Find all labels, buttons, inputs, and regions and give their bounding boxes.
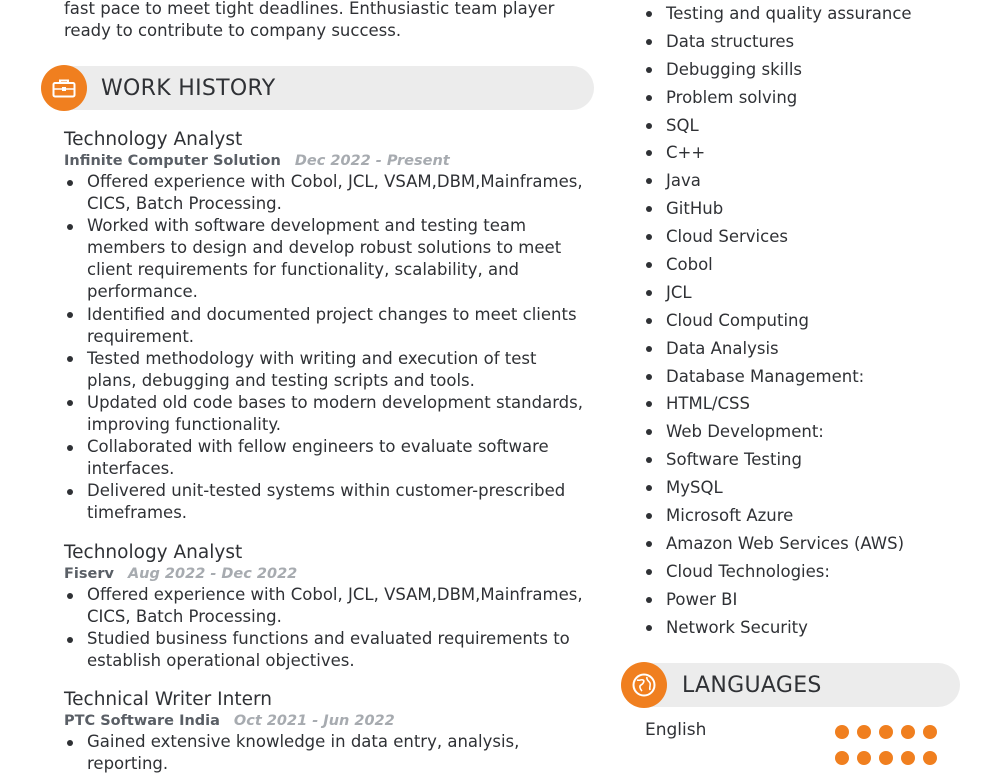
job-dates: Dec 2022 - Present	[294, 153, 450, 169]
level-dot	[923, 751, 937, 765]
job-entry	[64, 688, 584, 775]
job-company: PTC Software India	[64, 713, 220, 729]
globe-icon	[621, 662, 667, 708]
skill-item: Problem solving	[645, 84, 975, 112]
job-bullets	[64, 584, 584, 672]
job-title: Technical Writer Intern	[64, 689, 272, 710]
level-dot	[901, 725, 915, 739]
job-bullet: Collaborated with fellow engineers to evaluate software interfaces.	[64, 436, 584, 480]
job-dates: Aug 2022 - Dec 2022	[127, 566, 298, 582]
job-title: Technology Analyst	[64, 542, 243, 563]
skill-item: Java	[645, 167, 975, 195]
job-bullet: Delivered unit-tested systems within customer-prescribed timeframes.	[64, 480, 584, 524]
job-company: Fiserv	[64, 566, 114, 582]
level-dot	[901, 751, 915, 765]
skill-item: Debugging skills	[645, 56, 975, 84]
job-company: Infinite Computer Solution	[64, 153, 281, 169]
level-dot	[835, 725, 849, 739]
skill-item: Microsoft Azure	[645, 502, 975, 530]
skill-item: Network Security	[645, 614, 975, 642]
language-row	[645, 718, 945, 742]
language-row	[645, 744, 945, 768]
job-bullets	[64, 731, 584, 775]
skill-item: MySQL	[645, 474, 975, 502]
job-meta	[64, 151, 584, 171]
level-dot	[857, 725, 871, 739]
job-bullets	[64, 171, 584, 525]
skill-item: JCL	[645, 279, 975, 307]
job-bullet: Updated old code bases to modern development standards, improving functionality.	[64, 392, 584, 436]
level-dot	[857, 751, 871, 765]
work-history-title: WORK HISTORY	[101, 76, 276, 101]
job-bullet: Gained extensive knowledge in data entry, analysis, reporting.	[64, 731, 584, 775]
job-meta	[64, 711, 584, 731]
language-name: English	[645, 720, 707, 740]
job-meta	[64, 564, 584, 584]
job-title: Technology Analyst	[64, 129, 243, 150]
job-entry	[64, 541, 584, 672]
skill-item: Database Management:	[645, 363, 975, 391]
level-dot	[879, 751, 893, 765]
languages-header	[624, 663, 960, 707]
skill-item: Web Development:	[645, 418, 975, 446]
job-bullet: Studied business functions and evaluated requirements to establish operational objectives.	[64, 628, 584, 672]
skill-item: Testing and quality assurance	[645, 0, 975, 28]
skill-item: Cobol	[645, 251, 975, 279]
skill-item: GitHub	[645, 195, 975, 223]
job-bullet: Worked with software development and testing team members to design and develop robust solutions to meet client requirements for functionality, scalability, and performance.	[64, 215, 584, 303]
level-dot	[835, 751, 849, 765]
skill-item: Cloud Services	[645, 223, 975, 251]
language-level	[835, 724, 945, 743]
level-dot	[923, 725, 937, 739]
summary-text: fast pace to meet tight deadlines. Enthusiastic team player ready to contribute to company success.	[64, 0, 555, 40]
work-history-header	[44, 66, 594, 110]
job-entry	[64, 128, 584, 525]
skill-item: Cloud Technologies:	[645, 558, 975, 586]
skill-item: Power BI	[645, 586, 975, 614]
skill-item: Amazon Web Services (AWS)	[645, 530, 975, 558]
skill-item: Cloud Computing	[645, 307, 975, 335]
job-bullet: Tested methodology with writing and execution of test plans, debugging and testing scripts and tools.	[64, 348, 584, 392]
briefcase-icon	[41, 65, 87, 111]
job-bullet: Offered experience with Cobol, JCL, VSAM,DBM,Mainframes, CICS, Batch Processing.	[64, 584, 584, 628]
language-level	[835, 750, 945, 769]
level-dot	[879, 725, 893, 739]
job-bullet: Identified and documented project changes to meet clients requirement.	[64, 304, 584, 348]
skills-list	[645, 0, 975, 641]
skill-item: Software Testing	[645, 446, 975, 474]
skill-item: C++	[645, 139, 975, 167]
languages-title: LANGUAGES	[682, 673, 822, 698]
job-bullet: Offered experience with Cobol, JCL, VSAM,DBM,Mainframes, CICS, Batch Processing.	[64, 171, 584, 215]
skill-item: SQL	[645, 112, 975, 140]
skill-item: Data structures	[645, 28, 975, 56]
skill-item: HTML/CSS	[645, 390, 975, 418]
skill-item: Data Analysis	[645, 335, 975, 363]
job-dates: Oct 2021 - Jun 2022	[233, 713, 395, 729]
